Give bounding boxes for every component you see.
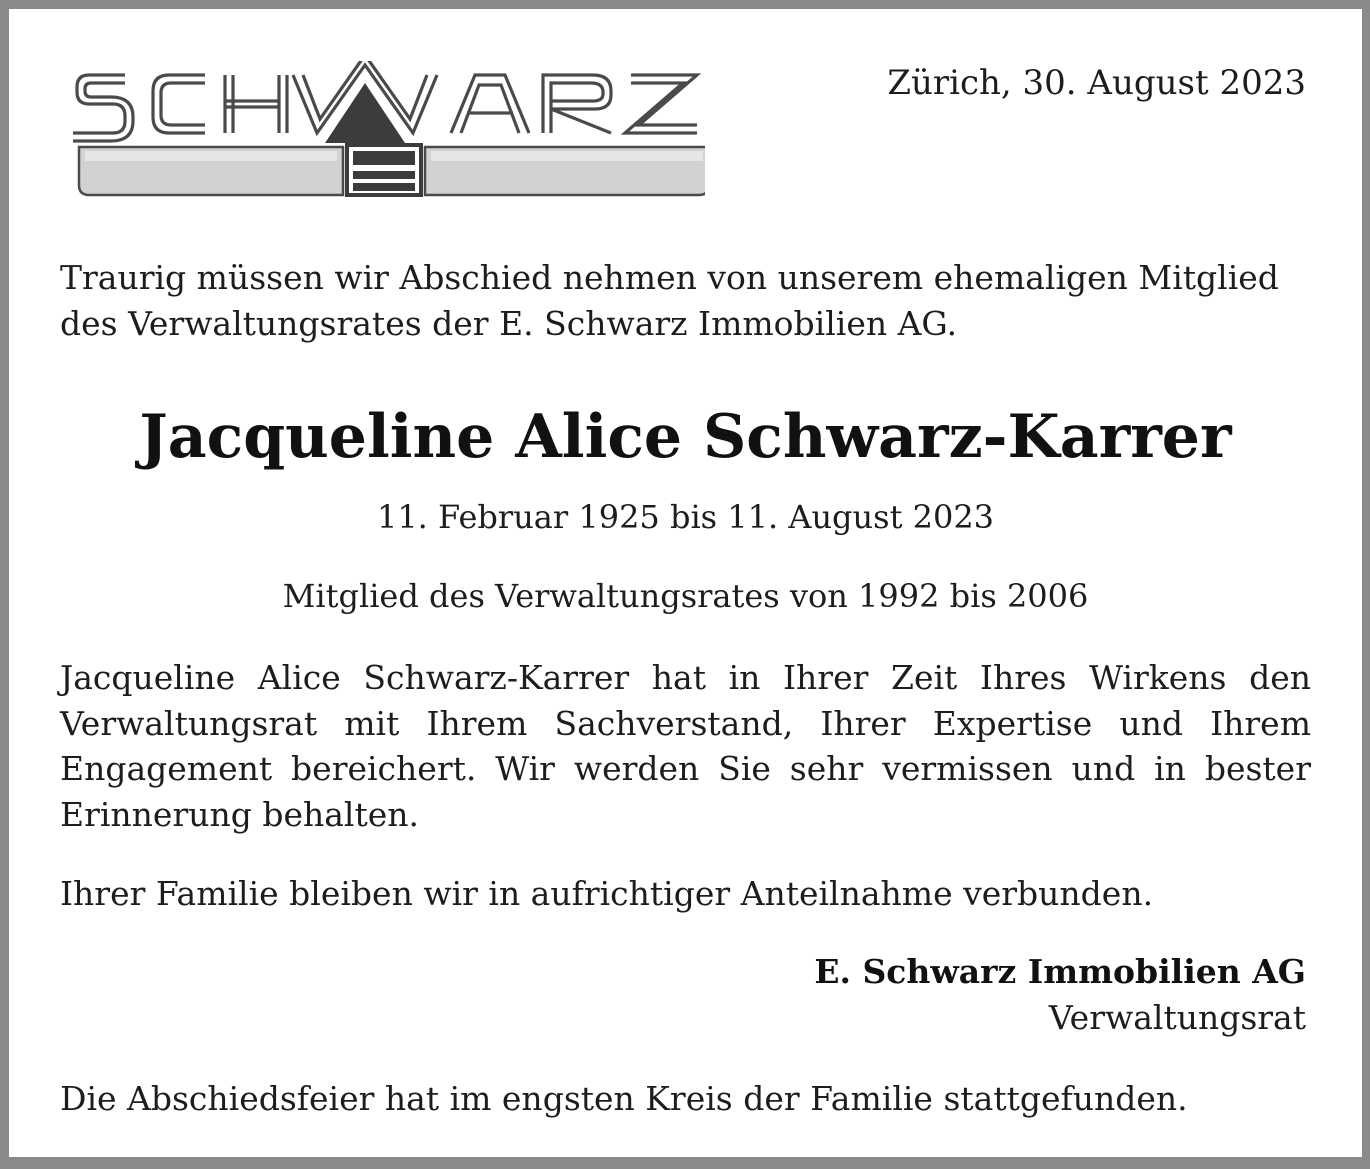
deceased-name: Jacqueline Alice Schwarz-Karrer — [139, 402, 1232, 472]
notice-date: Zürich, 30. August 2023 — [887, 63, 1306, 103]
farewell-note: Die Abschiedsfeier hat im engsten Kreis der Familie stattgefunden. — [60, 1079, 1188, 1118]
condolence-text: Ihrer Familie bleiben wir in aufrichtiger Anteilnahme verbunden. — [60, 874, 1154, 913]
lifespan-dates: 11. Februar 1925 bis 11. August 2023 — [376, 498, 995, 536]
schwarz-logo — [65, 61, 705, 203]
board-tenure: Mitglied des Verwaltungsrates von 1992 bis 2006 — [282, 577, 1089, 615]
board-name: Verwaltungsrat — [1048, 998, 1306, 1037]
intro-text: Traurig müssen wir Abschied nehmen von unserem ehemaligen Mitglied des Verwaltungsrates der E. Schwarz Immobilien AG. — [60, 258, 1279, 343]
signature-block — [814, 949, 1306, 1041]
tribute-paragraph: Jacqueline Alice Schwarz-Karrer hat in Ihrer Zeit Ihres Wirkens den Verwaltungsrat mit Ihrem Sachverstand, Ihrer Expertise und Ihrem Engagement bereichert. Wir werden Sie sehr vermissen und in bester Erinnerung behalten. — [60, 658, 1311, 834]
company-name: E. Schwarz Immobilien AG — [814, 952, 1306, 991]
